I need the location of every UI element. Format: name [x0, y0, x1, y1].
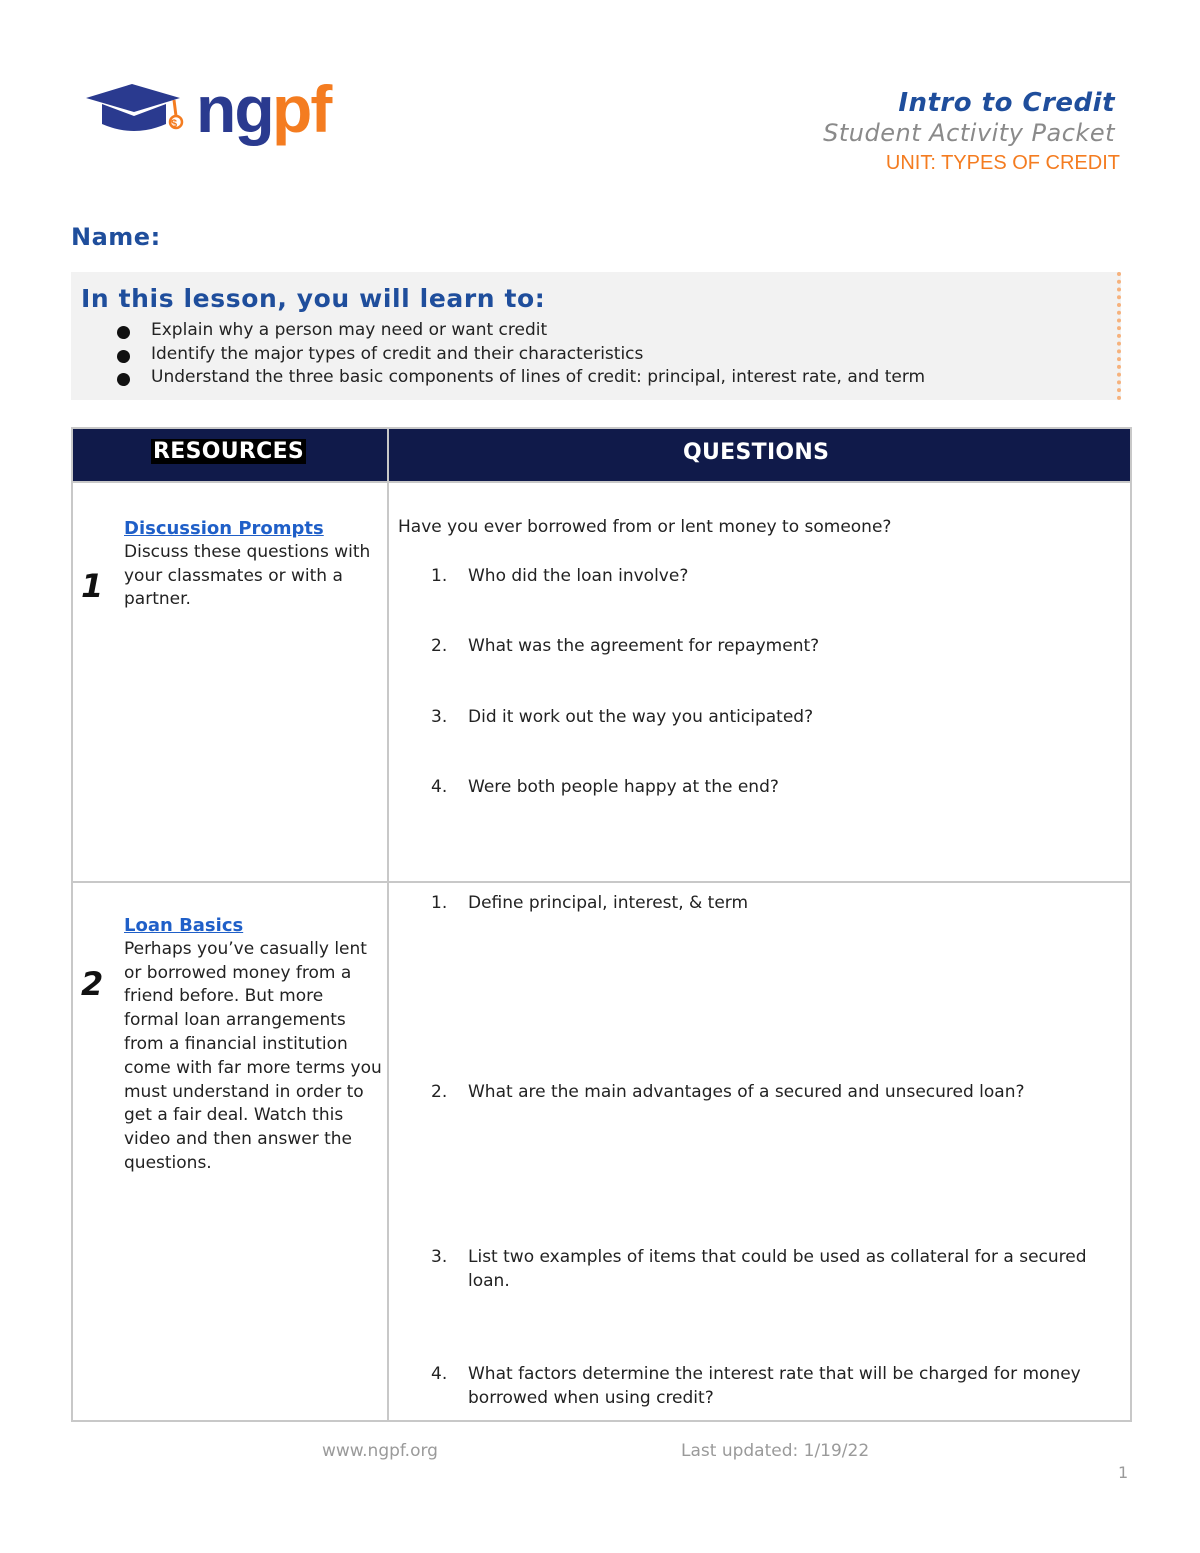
name-label: Name: — [71, 223, 161, 251]
question-number: 1. — [431, 893, 448, 913]
row-number: 1 — [81, 567, 104, 605]
objective-item: Understand the three basic components of lines of credit: principal, interest rate, and term — [115, 366, 925, 390]
question-item — [431, 1246, 1121, 1293]
question-text: Define principal, interest, & term — [468, 893, 749, 913]
resource-description: Perhaps you’ve casually lent or borrowed money from a friend before. But more formal loan arrangements from a financial institution come with far more terms you must understand in order to get a fair deal. Watch this video and then answer the questions. — [124, 938, 382, 1173]
page-number: 1 — [1118, 1463, 1129, 1482]
resources-header — [73, 429, 389, 481]
resource-block — [124, 517, 382, 612]
objectives-list — [115, 319, 925, 390]
row-number: 2 — [81, 965, 104, 1003]
objectives-heading: In this lesson, you will learn to: — [81, 284, 546, 313]
resource-cell-2 — [73, 881, 389, 1420]
resources-header-label: RESOURCES — [153, 439, 305, 464]
discussion-prompts-link[interactable]: Discussion Prompts — [124, 518, 324, 539]
objective-item: Explain why a person may need or want credit — [115, 319, 925, 343]
question-item — [431, 1081, 1121, 1105]
graduation-cap-icon — [84, 74, 374, 154]
question-text: List two examples of items that could be used as collateral for a secured loan. — [468, 1247, 1087, 1291]
question-number: 2. — [431, 636, 448, 656]
svg-text:pf: pf — [272, 74, 331, 146]
question-number: 3. — [431, 1247, 448, 1267]
svg-text:$: $ — [171, 118, 178, 130]
activity-table — [71, 427, 1132, 1422]
question-text: Did it work out the way you anticipated? — [468, 707, 814, 727]
question-number: 3. — [431, 707, 448, 727]
question-text: Were both people happy at the end? — [468, 777, 779, 797]
question-item — [431, 565, 1121, 589]
document-subtitle: Student Activity Packet — [823, 119, 1115, 147]
question-number: 4. — [431, 777, 448, 797]
unit-label: UNIT: TYPES OF CREDIT — [885, 152, 1120, 174]
questions-header — [389, 429, 1130, 481]
questions-cell-2 — [389, 881, 1130, 1420]
loan-basics-link[interactable]: Loan Basics — [124, 915, 244, 936]
question-item — [431, 635, 1121, 659]
question-item — [431, 776, 1121, 800]
question-text: Who did the loan involve? — [468, 566, 689, 586]
question-intro: Have you ever borrowed from or lent money to someone? — [398, 517, 892, 537]
footer-website: www.ngpf.org — [322, 1441, 438, 1461]
questions-cell-1 — [389, 481, 1130, 881]
svg-text:ng: ng — [196, 74, 273, 146]
document-title: Intro to Credit — [898, 88, 1115, 118]
questions-header-label: QUESTIONS — [683, 440, 830, 465]
resource-block — [124, 914, 382, 1176]
objective-item: Identify the major types of credit and their characteristics — [115, 343, 925, 367]
lesson-objectives-box — [71, 272, 1121, 400]
footer-last-updated: Last updated: 1/19/22 — [681, 1441, 870, 1461]
resource-cell-1 — [73, 481, 389, 881]
question-item — [431, 1363, 1121, 1410]
question-item — [431, 892, 1121, 916]
question-number: 4. — [431, 1364, 448, 1384]
question-text: What factors determine the interest rate that will be charged for money borrowed when using credit? — [468, 1364, 1081, 1408]
question-number: 1. — [431, 566, 448, 586]
question-text: What was the agreement for repayment? — [468, 636, 820, 656]
question-number: 2. — [431, 1082, 448, 1102]
question-item — [431, 706, 1121, 730]
ngpf-logo — [84, 74, 374, 154]
question-text: What are the main advantages of a secured and unsecured loan? — [468, 1082, 1025, 1102]
resource-description: Discuss these questions with your classmates or with a partner. — [124, 541, 371, 610]
